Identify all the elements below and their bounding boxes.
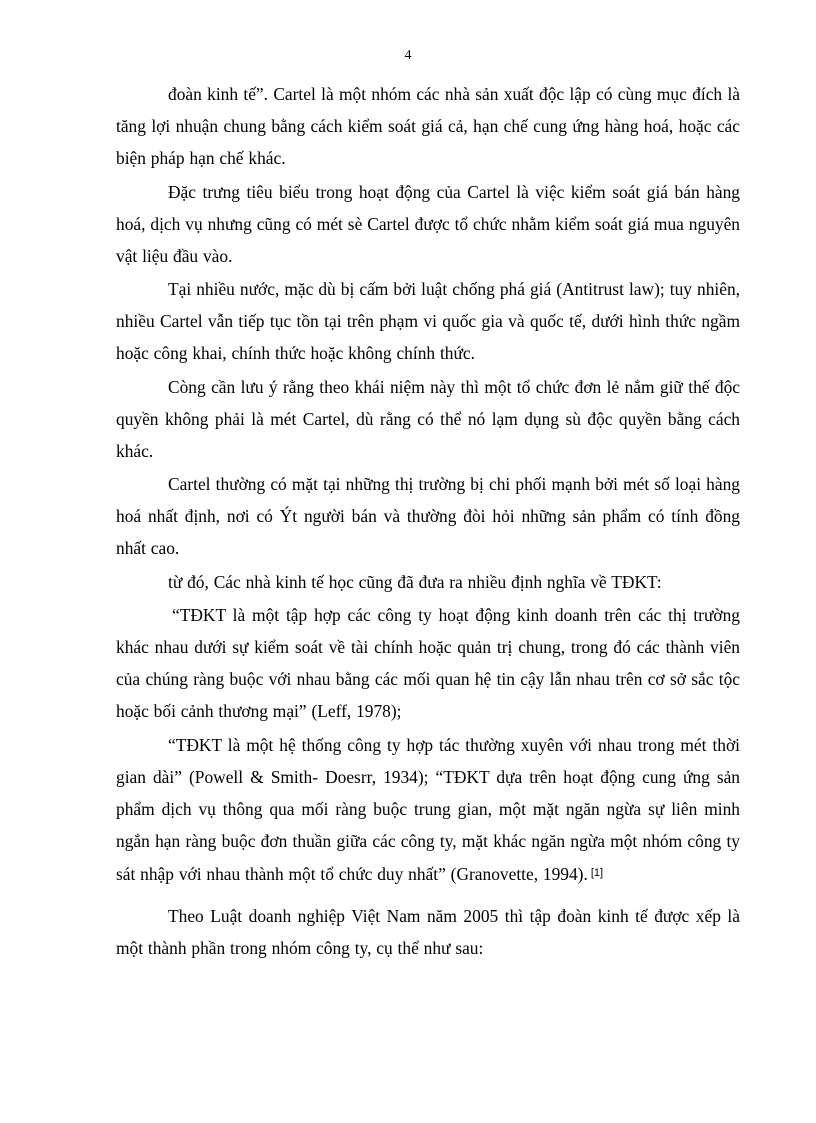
paragraph-antitrust: Tại nhiều nước, mặc dù bị cấm bởi luật chống phá giá (Antitrust law); tuy nhiên, nhiều Cartel vẫn tiếp tục tồn tại trên phạm vi quốc gia và quốc tế, dưới hình thức ngầm hoặc công khai, chính thức hoặc không chính thức. bbox=[116, 279, 740, 363]
paragraph-cartel-definition: đoàn kinh tế”. Cartel là một nhóm các nhà sản xuất độc lập có cùng mục đích là tăng lợi nhuận chung bằng cách kiểm soát giá cả, hạn chế cung ứng hàng hoá, hoặc các biện pháp hạn chế khác. bbox=[116, 84, 740, 168]
page-number: 4 bbox=[404, 48, 412, 63]
paragraph-vietnam-law: Theo Luật doanh nghiệp Việt Nam năm 2005 thì tập đoàn kinh tế được xếp là một thành phần trong nhóm công ty, cụ thể như sau: bbox=[116, 905, 740, 958]
paragraph-leff-quote: “TĐKT là một tập hợp các công ty hoạt động kinh doanh trên các thị trường khác nhau dưới sự kiểm soát về tài chính hoặc quản trị chung, trong đó các thành viên của chúng ràng buộc với nhau bằng các mối quan hệ tin cậy lẫn nhau trên cơ sở sắc tộc hoặc bối cảnh thương mại” (Leff, 1978); bbox=[116, 605, 740, 721]
paragraph-cartel-characteristics: Đặc trưng tiêu biểu trong hoạt động của Cartel là việc kiểm soát giá bán hàng hoá, dịch vụ nhưng cũng có mét sè Cartel được tổ chức nhằm kiểm soát giá mua nguyên vật liệu đầu vào. bbox=[116, 181, 740, 266]
paragraph-powell-granovette-quote bbox=[116, 729, 740, 890]
footnote-reference[interactable]: [1] bbox=[590, 866, 604, 879]
quote-text: “TĐKT là một hệ thống công ty hợp tác thường xuyên với nhau trong mét thời gian dài” (Powell & Smith- Doesrr, 1934); “TĐKT dựa trên hoạt động cung ứng sản phẩm dịch vụ thông qua mối ràng buộc trung gian, một mặt ngăn ngừa sự liên minh ngắn hạn ràng buộc đơn thuần giữa các công ty, mặt khác ngăn ngừa một nhóm công ty sát nhập với nhau thành một tổ chức duy nhất” (Granovette, 1994). bbox=[116, 734, 740, 884]
paragraph-monopoly-note: Còng cần lưu ý rằng theo khái niệm này thì một tổ chức đơn lẻ nắm giữ thế độc quyền không phải là mét Cartel, dù rằng có thể nó lạm dụng sù độc quyền bằng cách khác. bbox=[116, 376, 740, 461]
document-body bbox=[116, 78, 740, 965]
paragraph-definitions-intro: từ đó, Các nhà kinh tế học cũng đã đưa ra nhiều định nghĩa về TĐKT: bbox=[168, 571, 662, 592]
paragraph-cartel-markets: Cartel thường có mặt tại những thị trường bị chi phối mạnh bởi mét số loại hàng hoá nhất định, nơi có Ýt người bán và thường đòi hỏi những sản phẩm có tính đồng nhất cao. bbox=[116, 474, 740, 558]
